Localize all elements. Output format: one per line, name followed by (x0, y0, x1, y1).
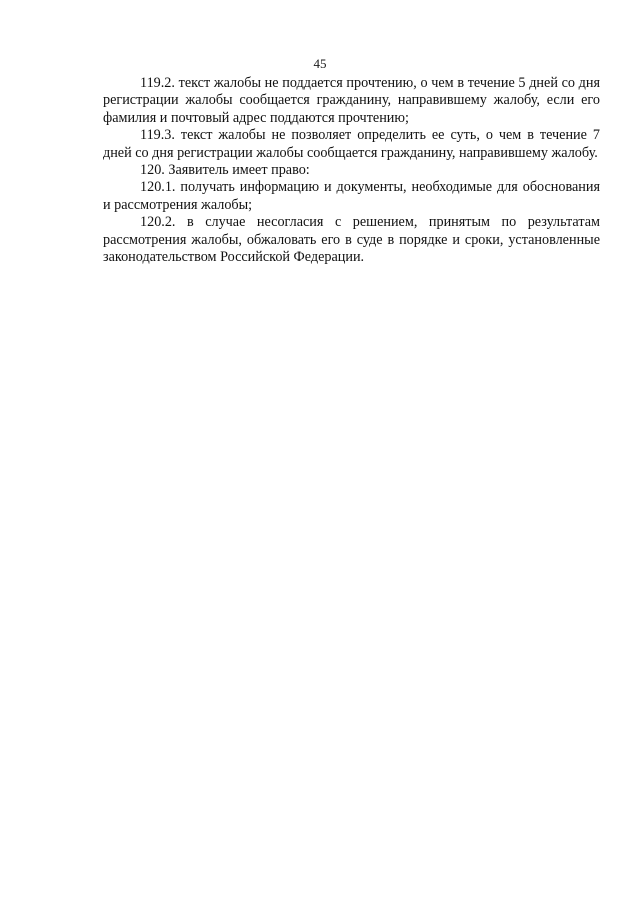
paragraph-120: 120. Заявитель имеет право: (140, 162, 310, 179)
paragraph-119-2: 119.2. текст жалобы не поддается прочтению, о чем в течение 5 дней со дня регистрации жалобы сообщается гражданину, направившему жалобу, если его фамилия и почтовый адрес поддаются прочтению; (103, 75, 600, 126)
paragraph-120-1: 120.1. получать информацию и документы, необходимые для обоснования и рассмотрения жалобы; (103, 179, 600, 213)
paragraph-119-3: 119.3. текст жалобы не позволяет определить ее суть, о чем в течение 7 дней со дня регистрации жалобы сообщается гражданину, направившему жалобу. (103, 127, 600, 161)
document-body (103, 75, 600, 266)
page-number: 45 (313, 56, 327, 71)
paragraph-120-2: 120.2. в случае несогласия с решением, принятым по результатам рассмотрения жалобы, обжаловать его в суде в порядке и сроки, установленные законодательством Российской Федерации. (103, 214, 600, 266)
